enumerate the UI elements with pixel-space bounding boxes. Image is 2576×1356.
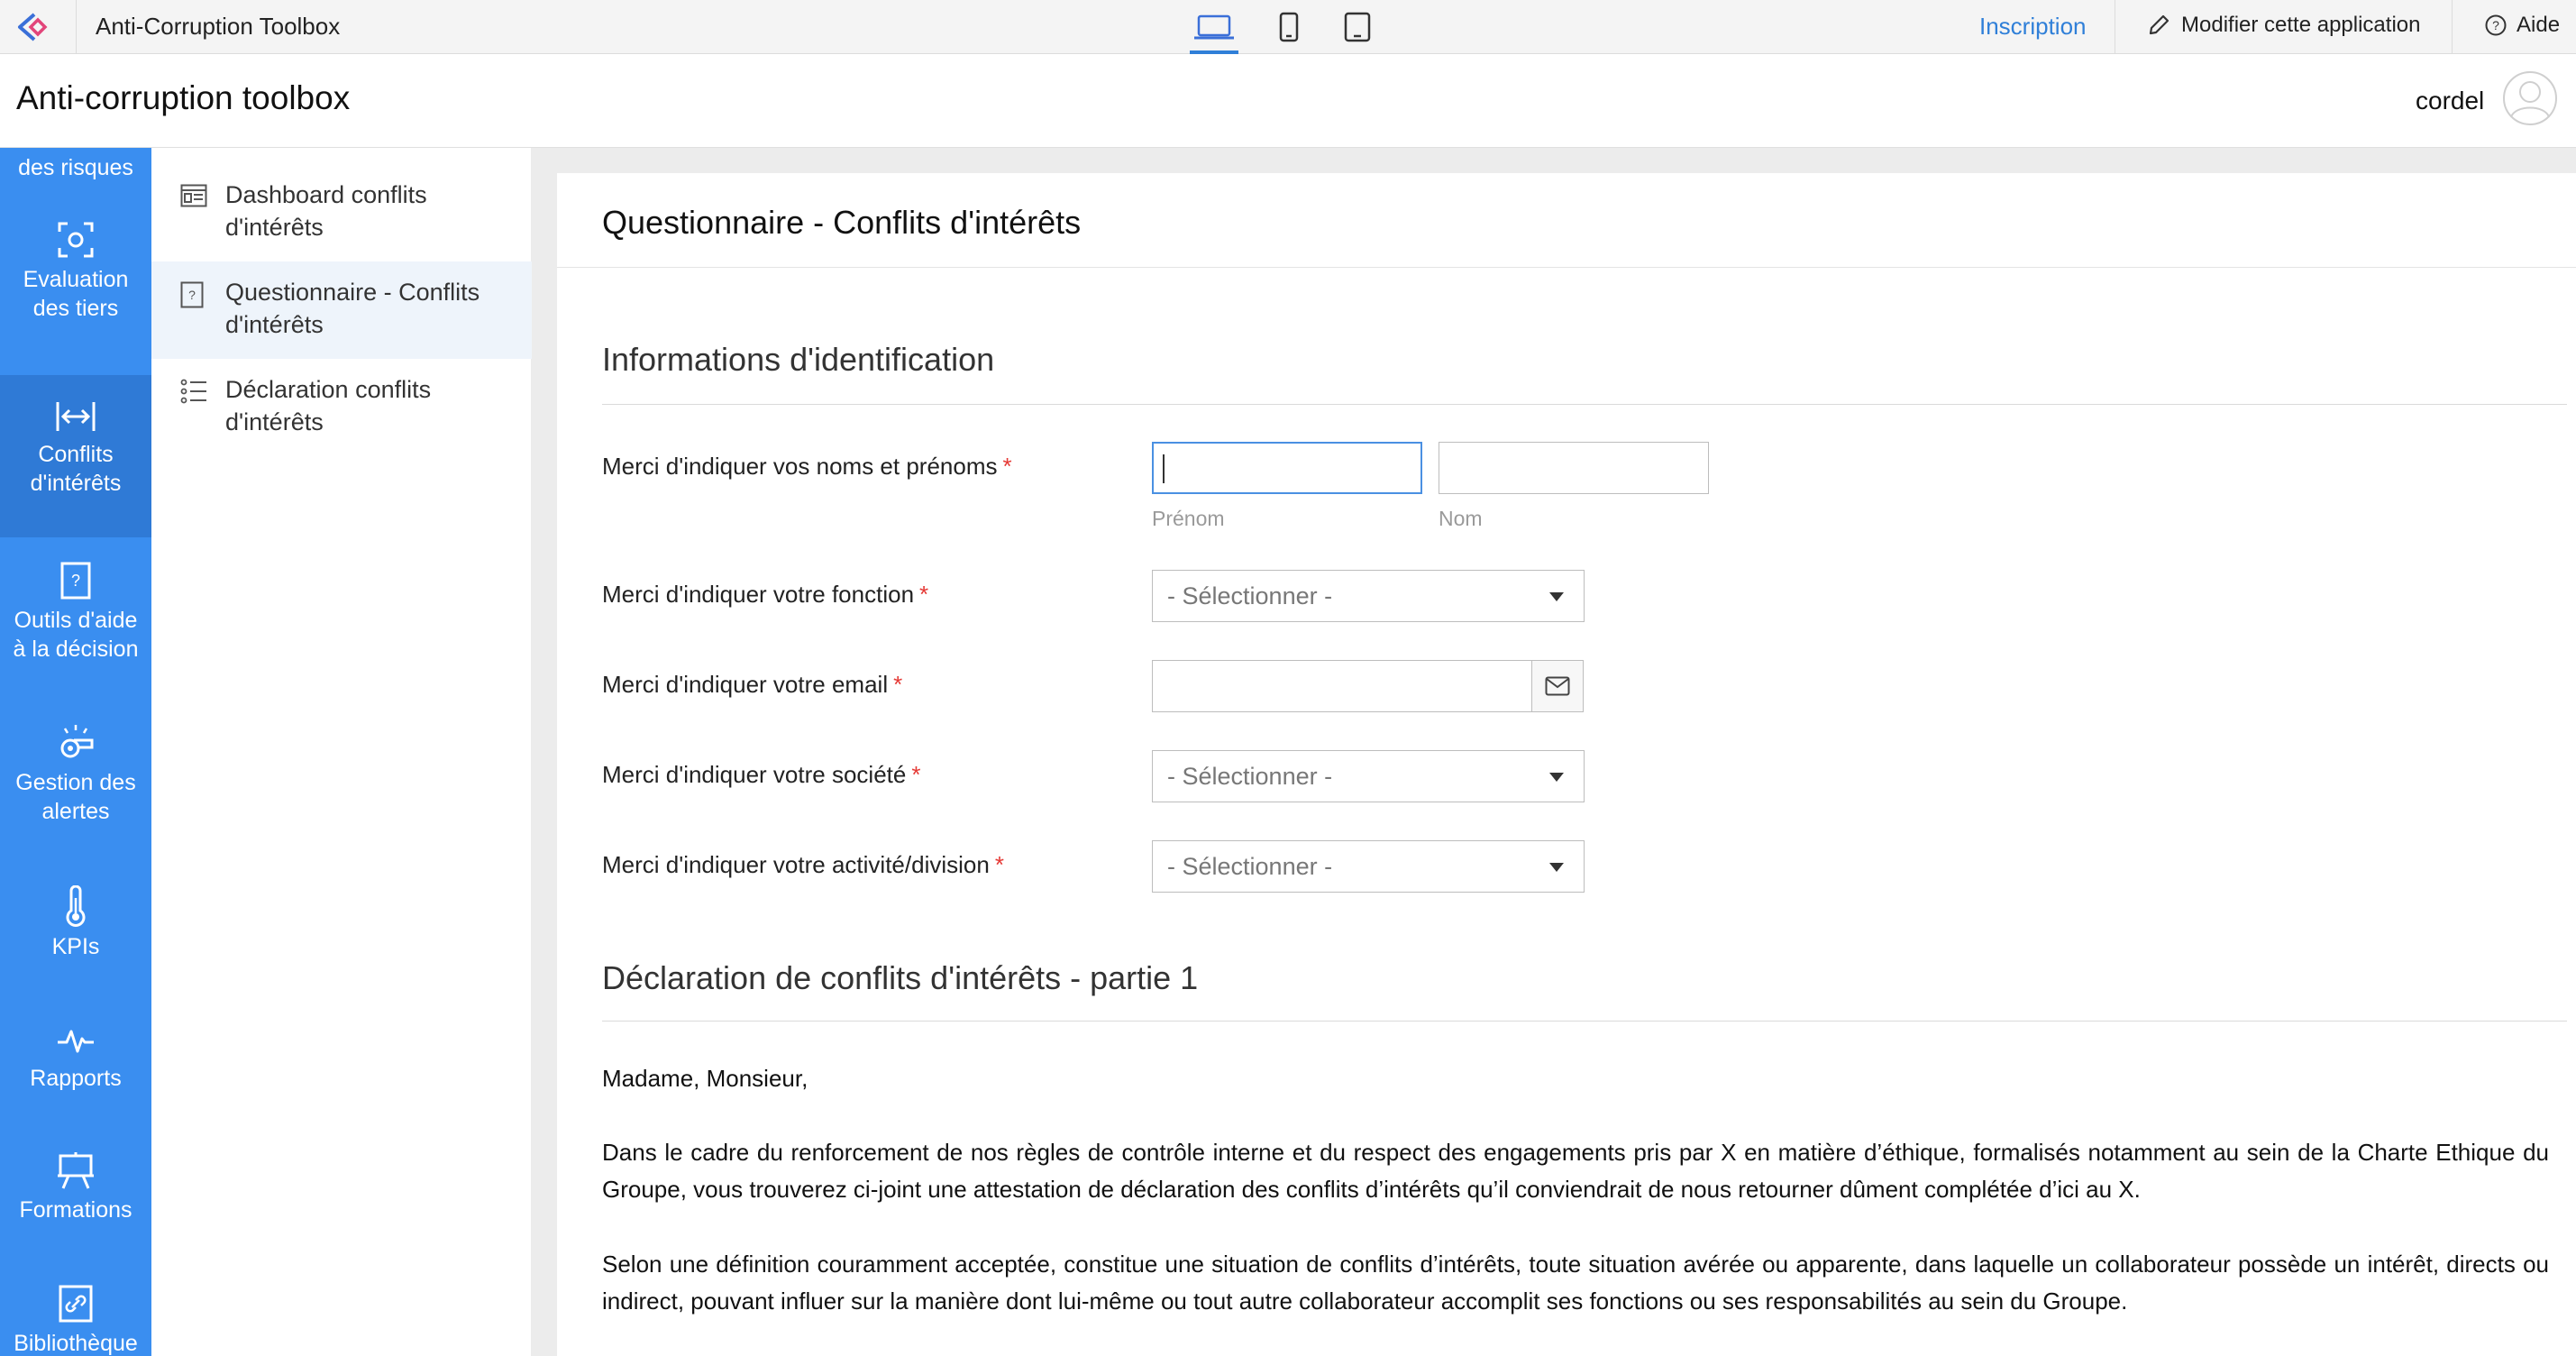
nav-label: Conflits: [38, 442, 114, 467]
easel-icon: [56, 1150, 96, 1190]
application-title: Anti-corruption toolbox: [16, 79, 351, 116]
envelope-icon: [1545, 676, 1570, 696]
nav-label: Outils d'aide: [14, 608, 138, 633]
email-input[interactable]: [1152, 660, 1532, 712]
app-logo-icon[interactable]: [13, 11, 59, 43]
laptop-icon: [1192, 14, 1236, 41]
nav-label: KPIs: [51, 934, 100, 959]
firstname-input[interactable]: [1152, 442, 1422, 494]
function-select-value: - Sélectionner -: [1167, 582, 1333, 609]
subnav-item-questionnaire[interactable]: [151, 261, 532, 359]
help-square-icon: [59, 561, 92, 600]
function-select[interactable]: [1152, 570, 1585, 622]
section-navigation: [151, 148, 532, 1356]
company-label: Merci d'indiquer votre société *: [602, 761, 921, 788]
arrows-horizontal-icon: [55, 399, 96, 435]
company-select-value: - Sélectionner -: [1167, 763, 1333, 790]
activity-label: Merci d'indiquer votre activité/division *: [602, 851, 1004, 878]
subnav-item-dashboard[interactable]: [151, 148, 532, 245]
nav-item-decision-tools[interactable]: [0, 561, 151, 714]
nav-item-alerts-management[interactable]: [0, 723, 151, 876]
svg-text:?: ?: [188, 288, 196, 302]
activity-select-value: - Sélectionner -: [1167, 853, 1333, 880]
help-circle-icon: [2484, 14, 2507, 37]
nav-label: à la décision: [13, 637, 139, 662]
section-title-identification: Informations d'identification: [602, 341, 995, 378]
intro-paragraph: Dans le cadre du renforcement de nos règles de contrôle interne et du respect des engagements pris par X en matière d’éthique, formalisés notamment au sein de la Charte Ethique du Groupe, vous trouverez ci-joint une attestation de déclaration des conflits d’intérêts qu’il conviendrait de nous retourner dûment complétée d’ici au X.: [602, 1139, 2549, 1203]
nav-label: Rapports: [30, 1066, 122, 1091]
svg-text:?: ?: [70, 572, 81, 590]
app-title: Anti-Corruption Toolbox: [96, 13, 341, 40]
inscription-link[interactable]: Inscription: [1979, 13, 2087, 40]
edit-app-button[interactable]: [2147, 13, 2420, 38]
nav-label: Evaluation: [23, 267, 129, 292]
nav-label: d'intérêts: [30, 471, 122, 496]
email-label: Merci d'indiquer votre email *: [602, 671, 903, 698]
nav-label: Formations: [19, 1197, 132, 1223]
tablet-preview-button[interactable]: [1339, 9, 1375, 45]
nav-item-third-party-evaluation[interactable]: [0, 220, 151, 382]
email-addon: [1531, 660, 1584, 712]
scan-icon: [56, 220, 96, 260]
dashboard-icon: [180, 184, 207, 207]
nav-item-library[interactable]: [0, 1284, 151, 1356]
app-header: [0, 54, 2576, 148]
nav-label: des tiers: [32, 296, 119, 321]
avatar[interactable]: [2502, 70, 2558, 126]
names-label: Merci d'indiquer vos noms et prénoms *: [602, 453, 1012, 480]
subnav-label: Déclaration conflits: [225, 376, 432, 403]
phone-preview-button[interactable]: [1271, 9, 1307, 45]
tablet-icon: [1343, 12, 1372, 42]
section-title-declaration: Déclaration de conflits d'intérêts - partie 1: [602, 959, 1199, 996]
page-title: Questionnaire - Conflits d'intérêts: [602, 204, 1082, 241]
subnav-label: Questionnaire - Conflits: [225, 279, 480, 306]
phone-icon: [1278, 12, 1300, 42]
nav-item-reports[interactable]: [0, 1022, 151, 1158]
nav-label: Gestion des: [15, 770, 136, 795]
activity-select[interactable]: [1152, 840, 1585, 893]
help-button[interactable]: [2484, 13, 2560, 38]
main-navigation: [0, 148, 151, 1356]
nav-item-trainings[interactable]: [0, 1150, 151, 1286]
laptop-preview-button[interactable]: [1190, 9, 1238, 45]
firstname-hint: Prénom: [1152, 507, 1225, 530]
subnav-label: d'intérêts: [225, 408, 324, 435]
chevron-down-icon: [1549, 592, 1564, 601]
company-select[interactable]: [1152, 750, 1585, 802]
nav-label: Bibliothèque: [14, 1331, 138, 1356]
subnav-label: Dashboard conflits: [225, 181, 427, 208]
whistle-icon: [56, 723, 96, 763]
lastname-input[interactable]: [1439, 442, 1709, 494]
user-name[interactable]: cordel: [2416, 87, 2485, 115]
pulse-icon: [56, 1022, 96, 1058]
help-label: Aide: [2517, 13, 2561, 37]
definition-paragraph: Selon une définition couramment acceptée, constitue une situation de conflits d’intérêts, toute situation avérée ou apparente, dans laquelle un collaborateur possède un intérêt, directs ou indirect, pouvant influer sur la manière dont lui-même ou tout autre collaborateur accomplit ses fonctions ou ses responsabilités au sein du Groupe.: [602, 1251, 2549, 1315]
chevron-down-icon: [1549, 863, 1564, 872]
thermometer-icon: [62, 885, 89, 927]
function-label: Merci d'indiquer votre fonction *: [602, 581, 929, 608]
lastname-hint: Nom: [1439, 507, 1483, 530]
chevron-down-icon: [1549, 773, 1564, 782]
subnav-label: d'intérêts: [225, 311, 324, 338]
link-icon: [58, 1284, 94, 1324]
form-card: [557, 173, 2576, 1356]
greeting-text: Madame, Monsieur,: [602, 1065, 808, 1092]
list-icon: [180, 379, 207, 404]
nav-label: alertes: [41, 799, 110, 824]
pencil-icon: [2147, 14, 2170, 37]
top-bar: [0, 0, 2576, 54]
question-icon: [180, 281, 204, 308]
edit-app-label: Modifier cette application: [2181, 13, 2421, 37]
nav-item-kpis[interactable]: [0, 885, 151, 1021]
nav-item-conflicts-of-interest[interactable]: [0, 375, 151, 537]
svg-text:?: ?: [2492, 18, 2499, 32]
subnav-label: d'intérêts: [225, 214, 324, 241]
nav-item-risk-partial[interactable]: des risques: [18, 155, 133, 180]
subnav-item-declaration[interactable]: [151, 359, 532, 456]
